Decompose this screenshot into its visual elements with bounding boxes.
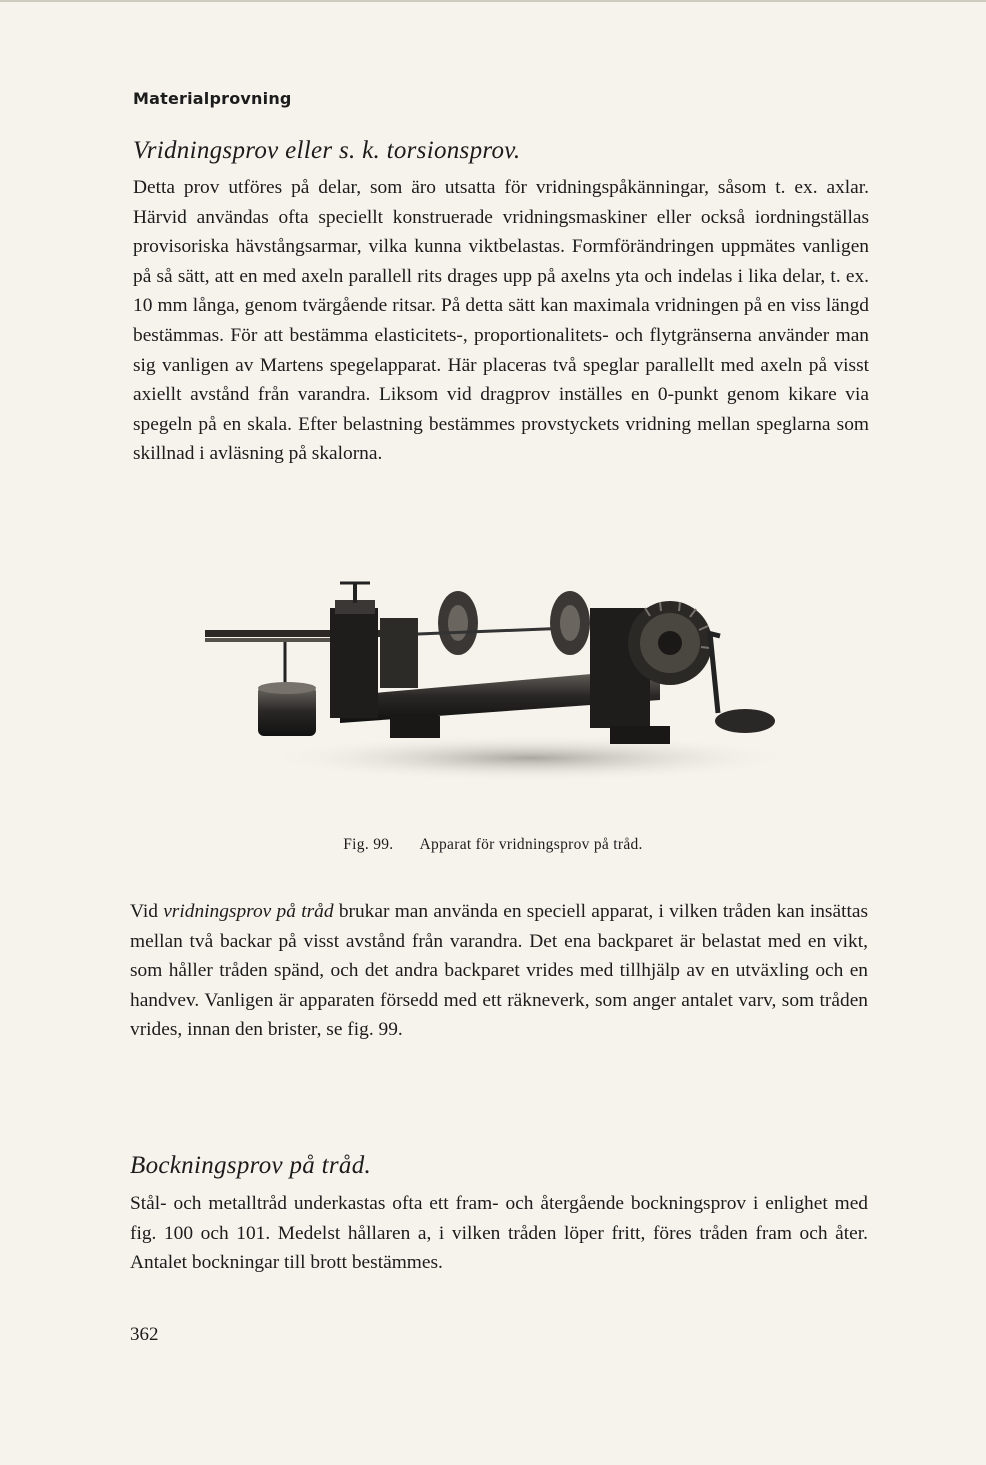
paragraph-wire-lead: Vid	[130, 901, 158, 922]
paragraph-wire-emphasis: vridningsprov på tråd	[163, 901, 334, 922]
running-header: Materialprovning	[133, 89, 292, 108]
torsion-apparatus-illustration	[190, 578, 790, 788]
figure-number: Fig. 99.	[343, 836, 394, 853]
page-top-edge	[0, 0, 986, 2]
section-title-bending: Bockningsprov på tråd.	[130, 1152, 372, 1179]
paragraph-wire-text: brukar man använda en speciell apparat, i vilken tråden kan insättas mellan två backar på visst avstånd från varandra. Det ena backparet är belastat med en vikt, som håller tråden spänd, och det andra backparet vrides med tillhjälp av en utväxling och en handvev. Vanligen är apparaten försedd med ett räkneverk, som anger antalet varv, som tråden vrides, innan den brister, se fig. 99.	[130, 901, 868, 1041]
paragraph-wire-torsion	[130, 897, 868, 1045]
page-number: 362	[130, 1324, 159, 1345]
paragraph-torsion: Detta prov utföres på delar, som äro utsatta för vridningspåkänningar, såsom t. ex. axlar. Härvid användas ofta speciellt konstruerade vridningsmaskiner eller också iordningställas provisoriska hävstångsarmar, vilka kunna viktbelastas. Formförändringen uppmätes vanligen på så sätt, att en med axeln parallell rits drages upp på axelns yta och indelas i lika delar, t. ex. 10 mm långa, genom tvärgående ritsar. På detta sätt kan maximala vridningen på en viss längd bestämmas. För att bestämma elasticitets-, proportionalitets- och flytgränserna använder man sig vanligen av Martens spegelapparat. Här placeras två speglar parallellt med axeln på visst axiellt avstånd från varandra. Liksom vid dragprov inställes en 0-punkt genom kikare via spegeln på en skala. Efter belastning bestämmes provstyckets vridning mellan speglarna som skillnad i avläsning på skalorna.	[133, 177, 869, 465]
paragraph-bending: Stål- och metalltråd underkastas ofta ett fram- och återgående bockningsprov i enlighet med fig. 100 och 101. Medelst hållaren a, i vilken tråden löper fritt, föres tråden fram och åter. Antalet bockningar till brott bestämmes.	[130, 1193, 868, 1274]
figure-caption	[0, 836, 986, 854]
torsion-apparatus-figure	[190, 578, 790, 788]
figure-caption-text: Apparat för vridningsprov på tråd.	[419, 836, 643, 853]
section-title-torsion: Vridningsprov eller s. k. torsionsprov.	[133, 137, 521, 164]
